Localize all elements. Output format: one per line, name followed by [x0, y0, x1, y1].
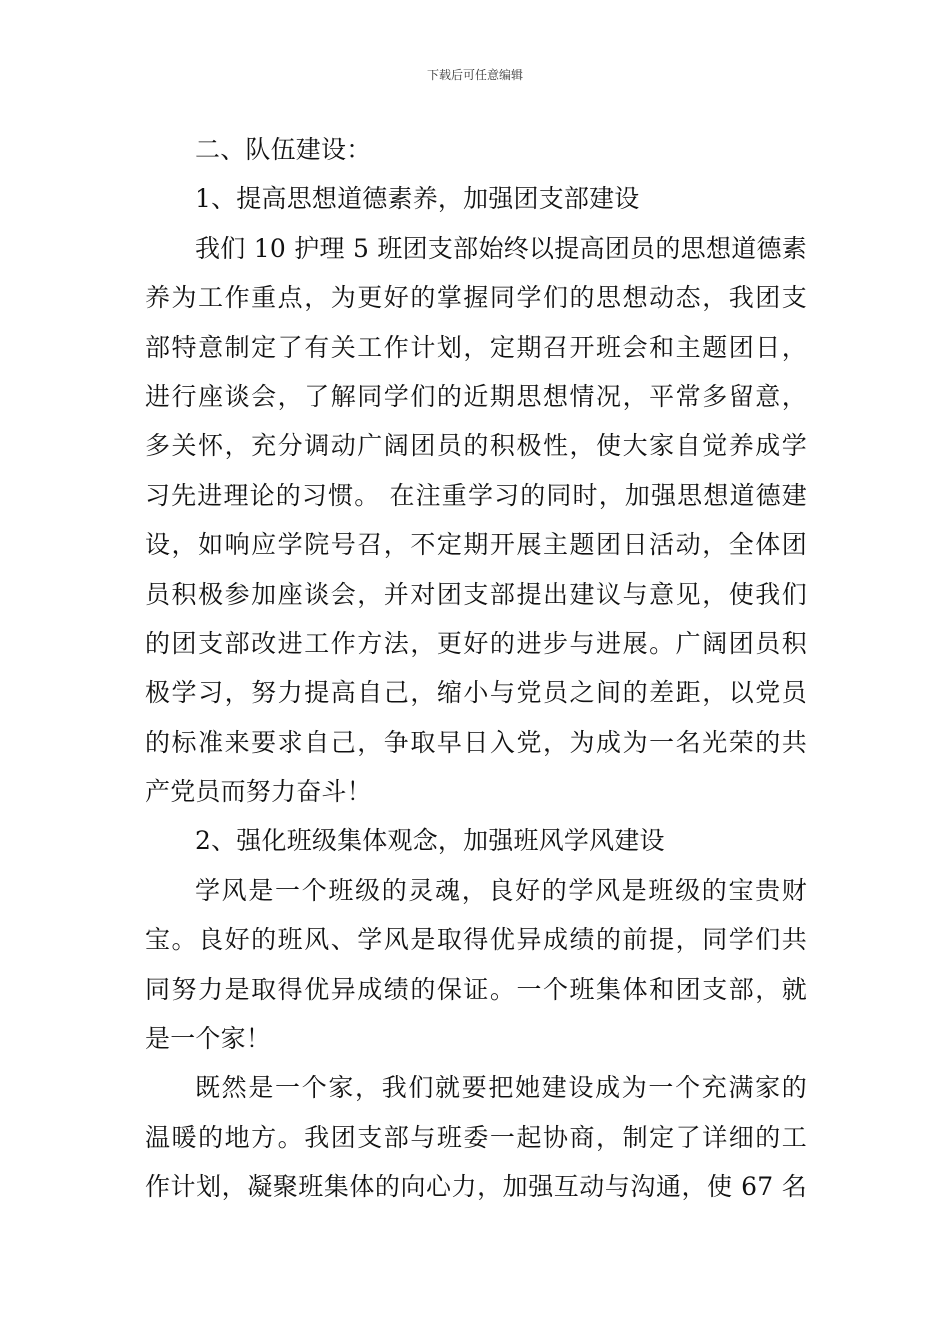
paragraph-line: 我们 10 护理 5 班团支部始终以提高团员的思想道德素	[195, 233, 807, 263]
paragraph-line: 员积极参加座谈会，并对团支部提出建议与意见，使我们	[145, 579, 807, 609]
paragraph-line: 的团支部改进工作方法，更好的进步与进展。广阔团员积	[145, 628, 807, 658]
paragraph-line: 宝。良好的班风、学风是取得优异成绩的前提，同学们共	[145, 925, 807, 955]
paragraph-line: 产党员而努力奋斗！	[145, 777, 372, 807]
paragraph-line: 养为工作重点，为更好的掌握同学们的思想动态，我团支	[145, 283, 807, 313]
paragraph-line: 部特意制定了有关工作计划，定期召开班会和主题团日，	[145, 332, 807, 362]
document-body	[145, 125, 807, 1212]
section-heading: 二、队伍建设：	[195, 135, 372, 164]
paragraph-line: 进行座谈会，了解同学们的近期思想情况，平常多留意，	[145, 381, 807, 411]
paragraph-line: 的标准来要求自己，争取早日入党，为成为一名光荣的共	[145, 727, 807, 757]
paragraph-line: 同努力是取得优异成绩的保证。一个班集体和团支部，就	[145, 974, 807, 1004]
paragraph-line: 习先进理论的习惯。 在注重学习的同时，加强思想道德建	[145, 480, 807, 510]
paragraph-line: 温暖的地方。我团支部与班委一起协商，制定了详细的工	[145, 1122, 807, 1152]
subsection-heading-1: 1、提高思想道德素养，加强团支部建设	[195, 184, 640, 214]
page-header: 下载后可任意编辑	[426, 68, 523, 82]
paragraph-line: 既然是一个家，我们就要把她建设成为一个充满家的	[195, 1073, 807, 1103]
paragraph-line: 极学习，努力提高自己，缩小与党员之间的差距，以党员	[145, 678, 807, 708]
paragraph-line: 是一个家！	[145, 1024, 272, 1054]
paragraph-line: 多关怀，充分调动广阔团员的积极性，使大家自觉养成学	[145, 431, 807, 461]
subsection-heading-2: 2、强化班级集体观念，加强班风学风建设	[195, 826, 665, 856]
paragraph-line: 学风是一个班级的灵魂，良好的学风是班级的宝贵财	[195, 875, 807, 905]
paragraph-line: 作计划，凝聚班集体的向心力，加强互动与沟通，使 67 名	[145, 1172, 807, 1202]
paragraph-line: 设，如响应学院号召，不定期开展主题团日活动，全体团	[145, 530, 807, 560]
